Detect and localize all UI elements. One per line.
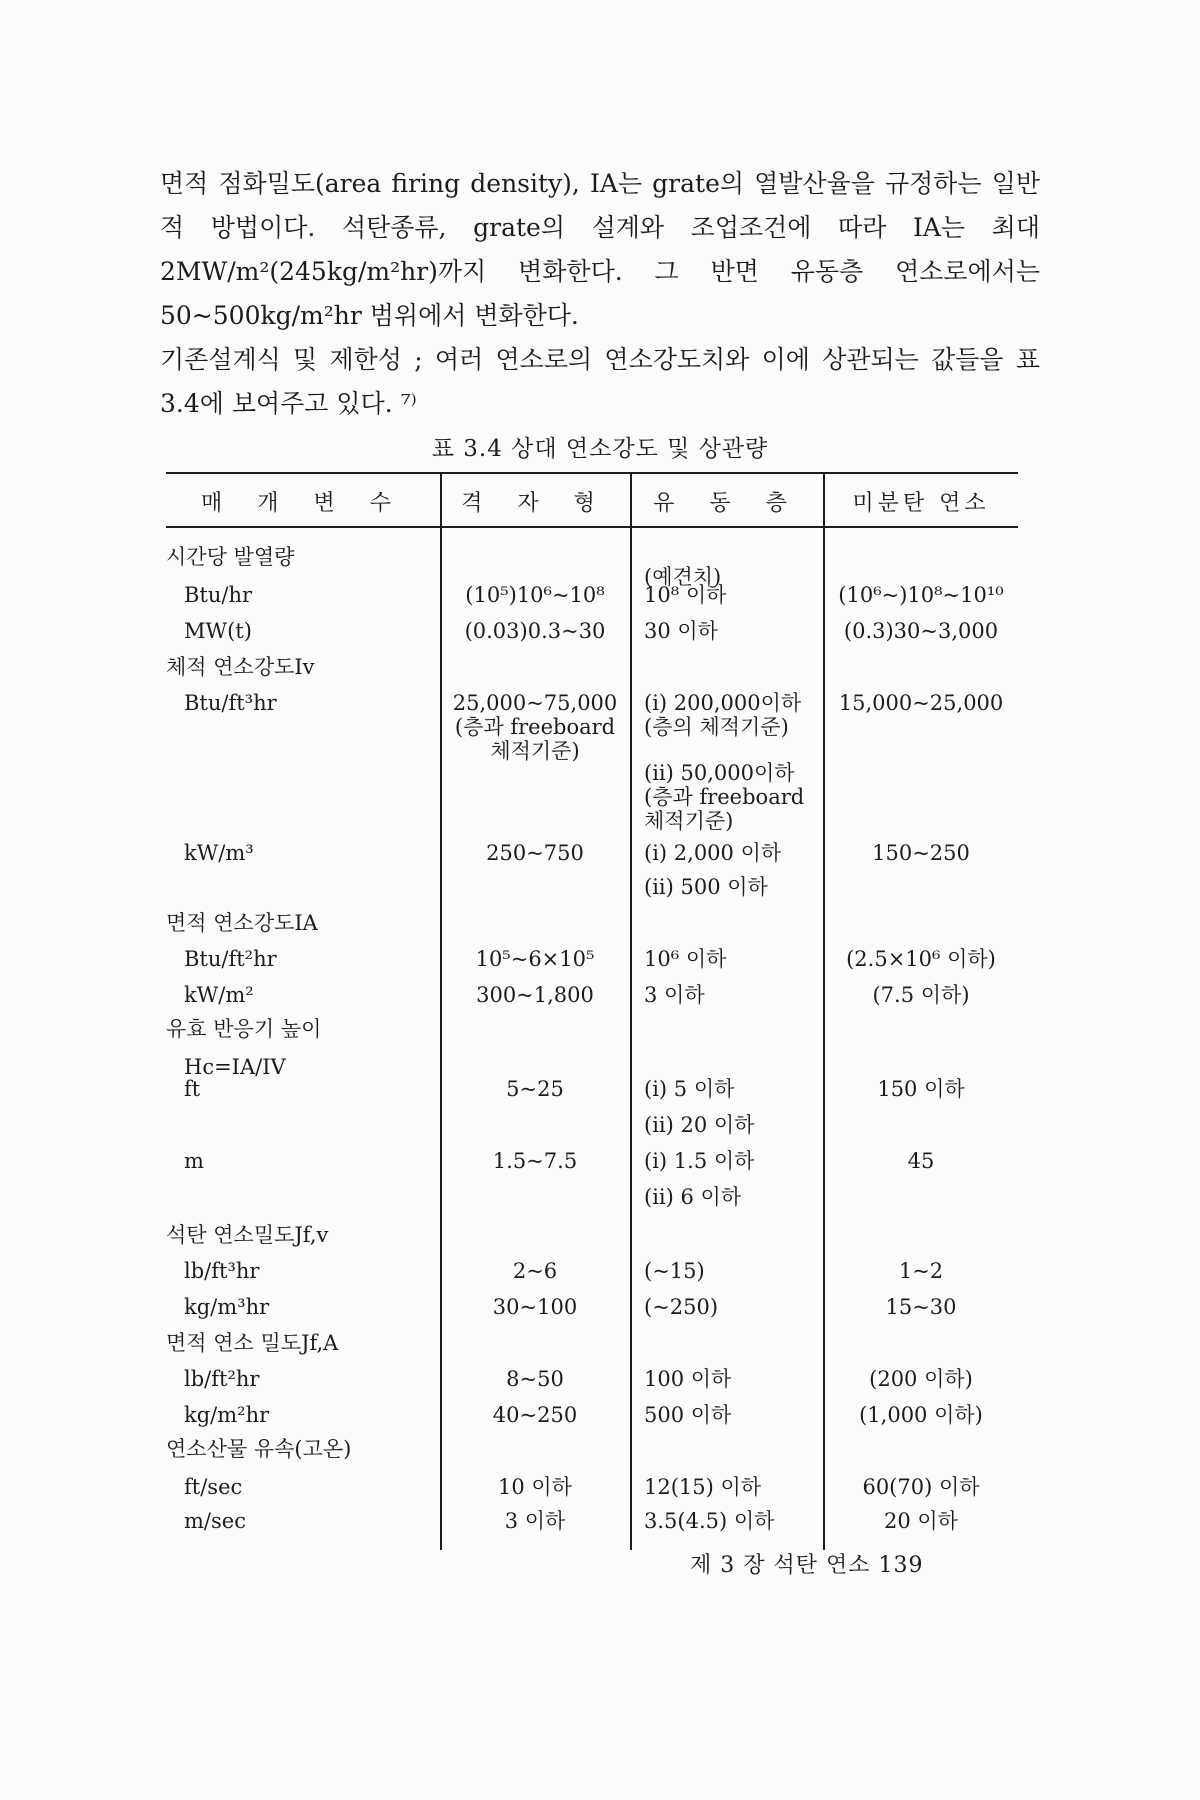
cell-grate: (0.03)0.3~30 bbox=[464, 619, 606, 643]
cell-pulverized-coal: 20 이하 bbox=[884, 1509, 958, 1533]
cell-pulverized-coal: 150~250 bbox=[872, 841, 970, 865]
cell-fluidized-bed: 3.5(4.5) 이하 bbox=[644, 1509, 775, 1533]
row-label: m/sec bbox=[184, 1509, 246, 1533]
cell-pulverized-coal: 60(70) 이하 bbox=[862, 1475, 980, 1499]
cell-fluidized-bed: (ii) 6 이하 bbox=[644, 1185, 742, 1209]
intro-paragraph: 면적 점화밀도(area firing density), IA는 grate의 열발산율을 규정하는 일반적 방법이다. 석탄종류, grate의 설계와 조업조건에 따라 IA는 최대 2MW/m²(245kg/m²hr)까지 변화한다. 그 반면 유동층 연소로에서는 50~500kg/m²hr 범위에서 변화한다. bbox=[160, 169, 1040, 330]
cell-grate: 250~750 bbox=[486, 841, 584, 865]
cell-fluidized-bed: (i) 5 이하 bbox=[644, 1077, 735, 1101]
column-divider bbox=[630, 472, 632, 1550]
row-label: ft bbox=[184, 1077, 201, 1101]
row-label: 유효 반응기 높이 bbox=[166, 1017, 322, 1041]
cell-grate: 체적기준) bbox=[490, 739, 580, 763]
cell-fluidized-bed: (~250) bbox=[644, 1295, 719, 1319]
header-parameter: 매 개 변 수 bbox=[201, 491, 405, 516]
column-divider bbox=[823, 472, 825, 1550]
cell-pulverized-coal: (7.5 이하) bbox=[872, 983, 970, 1007]
table-header-rule bbox=[166, 526, 1018, 528]
cell-pulverized-coal: (2.5×10⁶ 이하) bbox=[846, 947, 996, 971]
cell-grate: 10⁵~6×10⁵ bbox=[475, 947, 595, 971]
row-label: 시간당 발열량 bbox=[166, 545, 295, 569]
cell-fluidized-bed: (층의 체적기준) bbox=[644, 715, 789, 739]
row-label: kg/m²hr bbox=[184, 1403, 270, 1427]
cell-fluidized-bed: (i) 200,000이하 bbox=[644, 691, 802, 715]
cell-fluidized-bed: (층과 freeboard bbox=[644, 785, 805, 809]
cell-grate: 1.5~7.5 bbox=[492, 1149, 578, 1173]
row-label: 면적 연소 밀도Jf,A bbox=[166, 1331, 339, 1355]
cell-fluidized-bed: 30 이하 bbox=[644, 619, 718, 643]
cell-pulverized-coal: 45 bbox=[907, 1149, 935, 1173]
cell-pulverized-coal: 150 이하 bbox=[877, 1077, 965, 1101]
row-label: Btu/ft²hr bbox=[184, 947, 277, 971]
page-footer: 제 3 장 석탄 연소 139 bbox=[690, 1553, 924, 1578]
cell-grate: (10⁵)10⁶~10⁸ bbox=[465, 583, 605, 607]
cell-grate: 3 이하 bbox=[504, 1509, 566, 1533]
row-label: lb/ft³hr bbox=[184, 1259, 260, 1283]
cell-pulverized-coal: (200 이하) bbox=[869, 1367, 973, 1391]
row-label: Btu/hr bbox=[184, 583, 253, 607]
cell-grate: 5~25 bbox=[506, 1077, 564, 1101]
row-label: Btu/ft³hr bbox=[184, 691, 277, 715]
cell-fluidized-bed: (ii) 50,000이하 bbox=[644, 761, 795, 785]
cell-fluidized-bed: 10⁶ 이하 bbox=[644, 947, 727, 971]
cell-fluidized-bed: (ii) 20 이하 bbox=[644, 1113, 755, 1137]
row-label: 연소산물 유속(고온) bbox=[166, 1437, 352, 1461]
cell-grate: 300~1,800 bbox=[476, 983, 594, 1007]
cell-grate: 8~50 bbox=[506, 1367, 564, 1391]
cell-pulverized-coal: (10⁶~)10⁸~10¹⁰ bbox=[838, 583, 1004, 607]
table-top-rule bbox=[166, 472, 1018, 474]
cell-fluidized-bed: 10⁸ 이하 bbox=[644, 583, 727, 607]
cell-pulverized-coal: (1,000 이하) bbox=[859, 1403, 983, 1427]
cell-fluidized-bed: (i) 2,000 이하 bbox=[644, 841, 782, 865]
cell-fluidized-bed: 체적기준) bbox=[644, 809, 734, 833]
cell-grate: 25,000~75,000 bbox=[452, 691, 618, 715]
cell-fluidized-bed: 100 이하 bbox=[644, 1367, 732, 1391]
row-label: Hc=IA/IV bbox=[184, 1055, 286, 1079]
cell-fluidized-bed: 500 이하 bbox=[644, 1403, 732, 1427]
design-paragraph: 기존설계식 및 제한성 ; 여러 연소로의 연소강도치와 이에 상관되는 값들을 표 3.4에 보여주고 있다. ⁷⁾ bbox=[160, 345, 1040, 418]
cell-fluidized-bed: (ii) 500 이하 bbox=[644, 875, 768, 899]
row-label: kg/m³hr bbox=[184, 1295, 270, 1319]
table-caption: 표 3.4 상대 연소강도 및 상관량 bbox=[431, 436, 769, 462]
cell-grate: 30~100 bbox=[492, 1295, 578, 1319]
header-fluidized-bed: 유 동 층 bbox=[653, 491, 801, 516]
row-label: 체적 연소강도Iv bbox=[166, 655, 315, 679]
row-label: MW(t) bbox=[184, 619, 252, 643]
row-label: ft/sec bbox=[184, 1475, 243, 1499]
row-label: kW/m² bbox=[184, 983, 254, 1007]
cell-fluidized-bed: (~15) bbox=[644, 1259, 705, 1283]
cell-pulverized-coal: 1~2 bbox=[898, 1259, 944, 1283]
row-label: kW/m³ bbox=[184, 841, 254, 865]
row-label: 면적 연소강도IA bbox=[166, 911, 318, 935]
cell-pulverized-coal: 15~30 bbox=[885, 1295, 957, 1319]
row-label: 석탄 연소밀도Jf,v bbox=[166, 1223, 329, 1247]
cell-grate: 10 이하 bbox=[498, 1475, 572, 1499]
cell-grate: 40~250 bbox=[492, 1403, 578, 1427]
header-grate: 격 자 형 bbox=[461, 491, 609, 516]
cell-fluidized-bed: 3 이하 bbox=[644, 983, 705, 1007]
row-label: lb/ft²hr bbox=[184, 1367, 260, 1391]
cell-grate: (층과 freeboard bbox=[454, 715, 616, 739]
cell-fluidized-bed: (예견치) bbox=[644, 565, 722, 589]
row-label: m bbox=[184, 1149, 204, 1173]
cell-grate: 2~6 bbox=[512, 1259, 558, 1283]
cell-pulverized-coal: (0.3)30~3,000 bbox=[843, 619, 999, 643]
header-pulverized-coal: 미분탄 연소 bbox=[852, 491, 990, 516]
cell-pulverized-coal: 15,000~25,000 bbox=[838, 691, 1004, 715]
cell-fluidized-bed: (i) 1.5 이하 bbox=[644, 1149, 755, 1173]
cell-fluidized-bed: 12(15) 이하 bbox=[644, 1475, 762, 1499]
